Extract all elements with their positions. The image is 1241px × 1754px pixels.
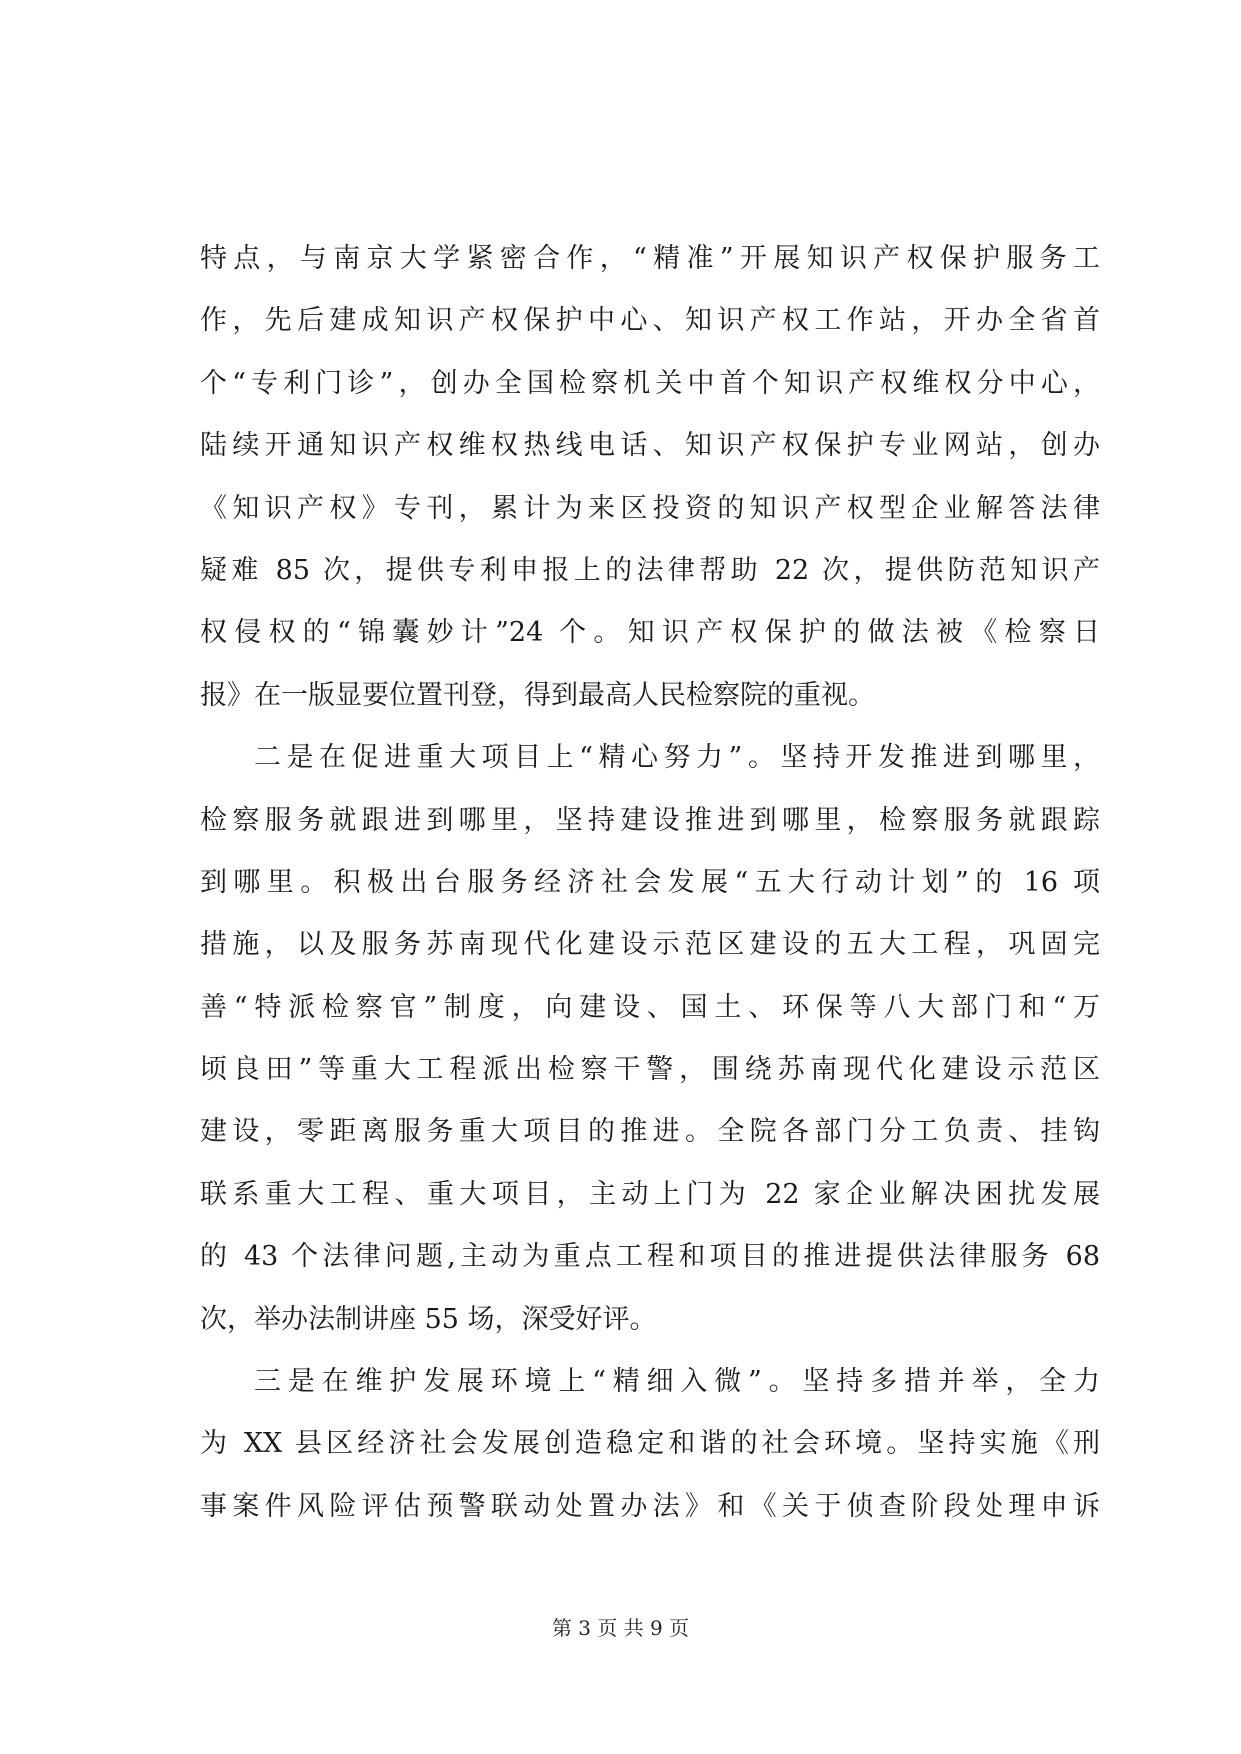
text-line: 为 XX 县区经济社会发展创造稳定和谐的社会环境。坚持实施《刑 <box>200 1428 1100 1460</box>
text-line: 报》在一版显要位置刊登，得到最高人民检察院的重视。 <box>200 679 875 711</box>
text-line: 到哪里。积极出台服务经济社会发展“五大行动计划”的 16 项 <box>200 866 1100 898</box>
text-line: 权侵权的“锦囊妙计”24 个。知识产权保护的做法被《检察日 <box>200 617 1100 649</box>
paragraph <box>200 1351 1100 1538</box>
text-line: 特点，与南京大学紧密合作，“精准”开展知识产权保护服务工 <box>200 243 1100 274</box>
text-line: 的 43 个法律问题,主动为重点工程和项目的推进提供法律服务 68 <box>200 1241 1100 1273</box>
text-line: 事案件风险评估预警联动处置办法》和《关于侦查阶段处理申诉 <box>200 1490 1100 1522</box>
text-line: 二是在促进重大项目上“精心努力”。坚持开发推进到哪里， <box>254 742 1100 774</box>
text-line: 建设，零距离服务重大项目的推进。全院各部门分工负责、挂钩 <box>200 1116 1100 1148</box>
paragraph <box>200 228 1100 727</box>
text-line: 次，举办法制讲座 55 场，深受好评。 <box>200 1303 657 1335</box>
text-line: 三是在维护发展环境上“精细入微”。坚持多措并举，全力 <box>254 1366 1100 1398</box>
body-text <box>200 228 1100 1538</box>
text-line: 个“专利门诊”，创办全国检察机关中首个知识产权维权分中心， <box>200 367 1100 399</box>
paragraph <box>200 727 1100 1351</box>
text-line: 顷良田”等重大工程派出检察干警，围绕苏南现代化建设示范区 <box>200 1054 1100 1086</box>
text-line: 联系重大工程、重大项目，主动上门为 22 家企业解决困扰发展 <box>200 1178 1100 1210</box>
text-line: 疑难 85 次，提供专利申报上的法律帮助 22 次，提供防范知识产 <box>200 554 1100 586</box>
text-line: 作，先后建成知识产权保护中心、知识产权工作站，开办全省首 <box>200 305 1100 337</box>
text-line: 检察服务就跟进到哪里，坚持建设推进到哪里，检察服务就跟踪 <box>200 804 1100 836</box>
text-line: 《知识产权》专刊，累计为来区投资的知识产权型企业解答法律 <box>200 492 1100 524</box>
text-line: 陆续开通知识产权维权热线电话、知识产权保护专业网站，创办 <box>200 430 1100 462</box>
page-footer: 第 3 页 共 9 页 <box>551 1616 690 1640</box>
text-line: 措施，以及服务苏南现代化建设示范区建设的五大工程，巩固完 <box>200 929 1100 961</box>
text-line: 善“特派检察官”制度，向建设、国土、环保等八大部门和“万 <box>200 991 1100 1023</box>
